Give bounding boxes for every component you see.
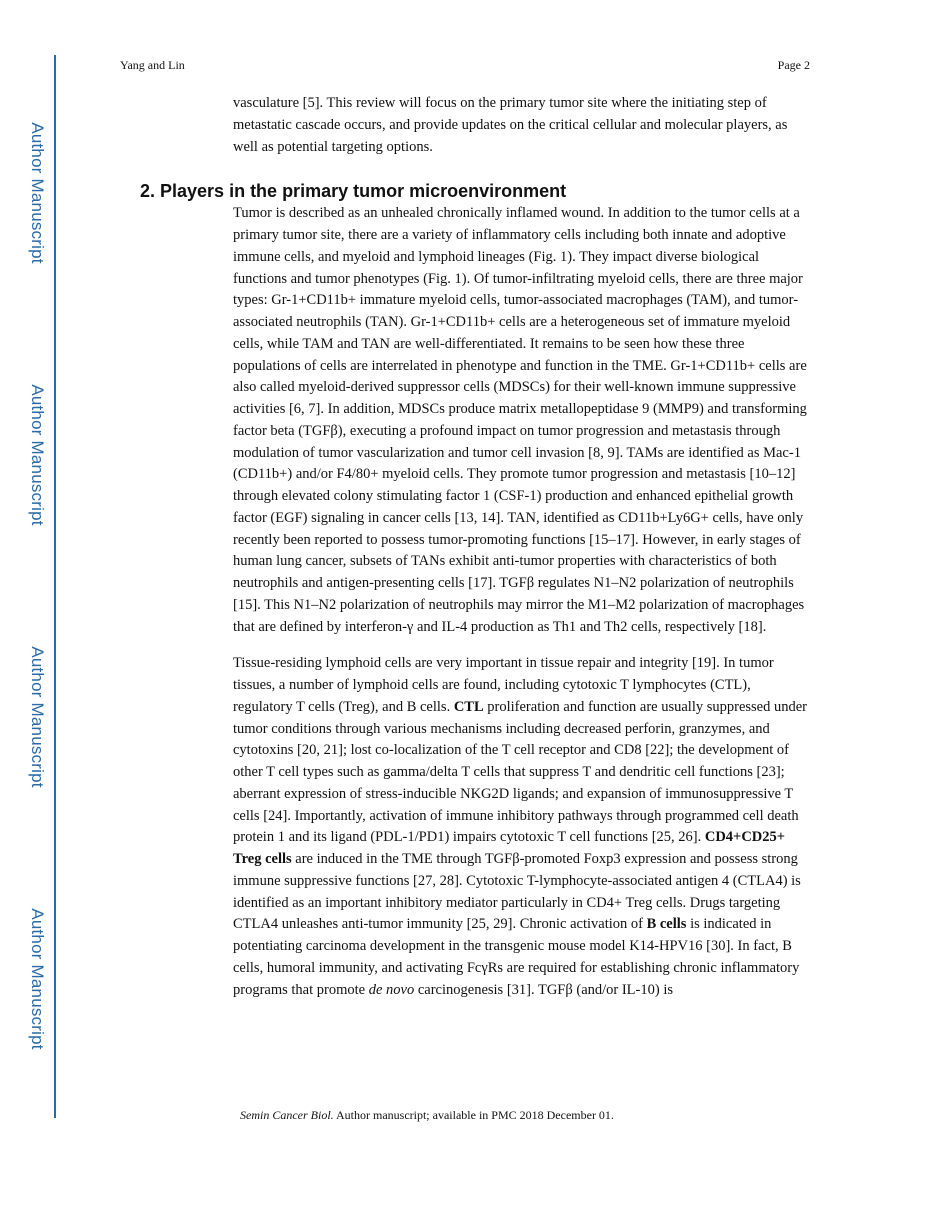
sidebar-rule [54,55,56,1118]
term-treg: CD4+CD25+ Treg cells [233,829,786,867]
section-heading: 2. Players in the primary tumor microenvironment [140,181,567,201]
paragraph-lymphoid: Tissue-residing lymphoid cells are very important in tissue repair and integrity [19]. In tumor tissues, a number of lymphoid cells are found, including cytotoxic T lymphocytes (CTL), regulatory T cells (Treg), and B cells. CTL proliferation and function are usually suppressed under tumor conditions through various mechanisms including decreased perforin, granzymes, and cytotoxins [20, 21]; lost co-localization of the T cell receptor and CD8 [22]; the development of other T cell types such as gamma/delta T cells that suppress T and dendritic cell functions [23]; aberrant expression of stress-inducible NKG2D ligands; and expansion of immunosuppressive T cells [24]. Importantly, activation of immune inhibitory pathways through programmed cell death protein 1 and its ligand (PDL-1/PD1) impairs cytotoxic T cell functions [25, 26]. CD4+CD25+ Treg cells are induced in the TME through TGFβ-promoted Foxp3 expression and possess strong immune suppressive functions [27, 28]. Cytotoxic T-lymphocyte-associated antigen 4 (CTLA4) is identified as an important inhibitory mediator particularly in CD4+ Treg cells. Drugs targeting CTLA4 unleashes anti-tumor immunity [25, 29]. Chronic activation of B cells is indicated in potentiating carcinoma development in the transgenic mouse model K14-HPV16 [30]. In fact, B cells, humoral immunity, and activating FcγRs are required for establishing chronic inflammatory programs that promote de novo carcinogenesis [31]. TGFβ (and/or IL-10) is [233,655,807,998]
footer-journal: Semin Cancer Biol. [240,1108,334,1122]
page-number: Page 2 [777,58,810,72]
term-de-novo: de novo [368,981,415,998]
paragraph-myeloid: Tumor is described as an unhealed chronically inflamed wound. In addition to the tumor cells at a primary tumor site, there are a variety of inflammatory cells including both innate and adoptive immune cells, and myeloid and lymphoid lineages (Fig. 1). They impact diverse biological functions and tumor phenotypes (Fig. 1). Of tumor-infiltrating myeloid cells, there are three major types: Gr-1+CD11b+ immature myeloid cells, tumor-associated macrophages (TAM), and tumor-associated neutrophils (TAN). Gr-1+CD11b+ cells are a heterogeneous set of immature myeloid cells, while TAM and TAN are well-differentiated. It remains to be seen how these three populations of cells are interrelated in phenotype and function in the TME. Gr-1+CD11b+ cells are also called myeloid-derived suppressor cells (MDSCs) for their well-known immune suppressive activities [6, 7]. In addition, MDSCs produce matrix metallopeptidase 9 (MMP9) and transforming factor beta (TGFβ), executing a profound impact on tumor progression and metastasis through modulation of tumor vascularization and tumor cell invasion [8, 9]. TAMs are identified as Mac-1 (CD11b+) and/or F4/80+ myeloid cells. They promote tumor progression and metastasis [10–12] through elevated colony stimulating factor 1 (CSF-1) production and enhanced epithelial growth factor (EGF) signaling in cancer cells [13, 14]. TAN, identified as CD11b+Ly6G+ cells, have only recently been reported to possess tumor-promoting functions [15–17]. However, in early stages of human lung cancer, subsets of TANs exhibit anti-tumor properties with characteristics of both neutrophils and antigen-presenting cells [17]. TGFβ regulates N1–N2 polarization of neutrophils [15]. This N1–N2 polarization of neutrophils may mirror the M1–M2 polarization of macrophages that are defined by interferon-γ and IL-4 production as Th1 and Th2 cells, respectively [18]. [233,205,807,635]
body-text [233,93,813,1001]
footer-text: Author manuscript; available in PMC 2018 December 01. [333,1108,614,1122]
term-bcells: B cells [646,916,687,933]
term-ctl: CTL [453,698,484,715]
footer-citation [240,1108,614,1123]
running-head-authors: Yang and Lin [120,58,185,72]
intro-paragraph: vasculature [5]. This review will focus on the primary tumor site where the initiating step of metastatic cascade occurs, and provide updates on the critical cellular and molecular players, as well as potential targeting options. [233,95,788,155]
